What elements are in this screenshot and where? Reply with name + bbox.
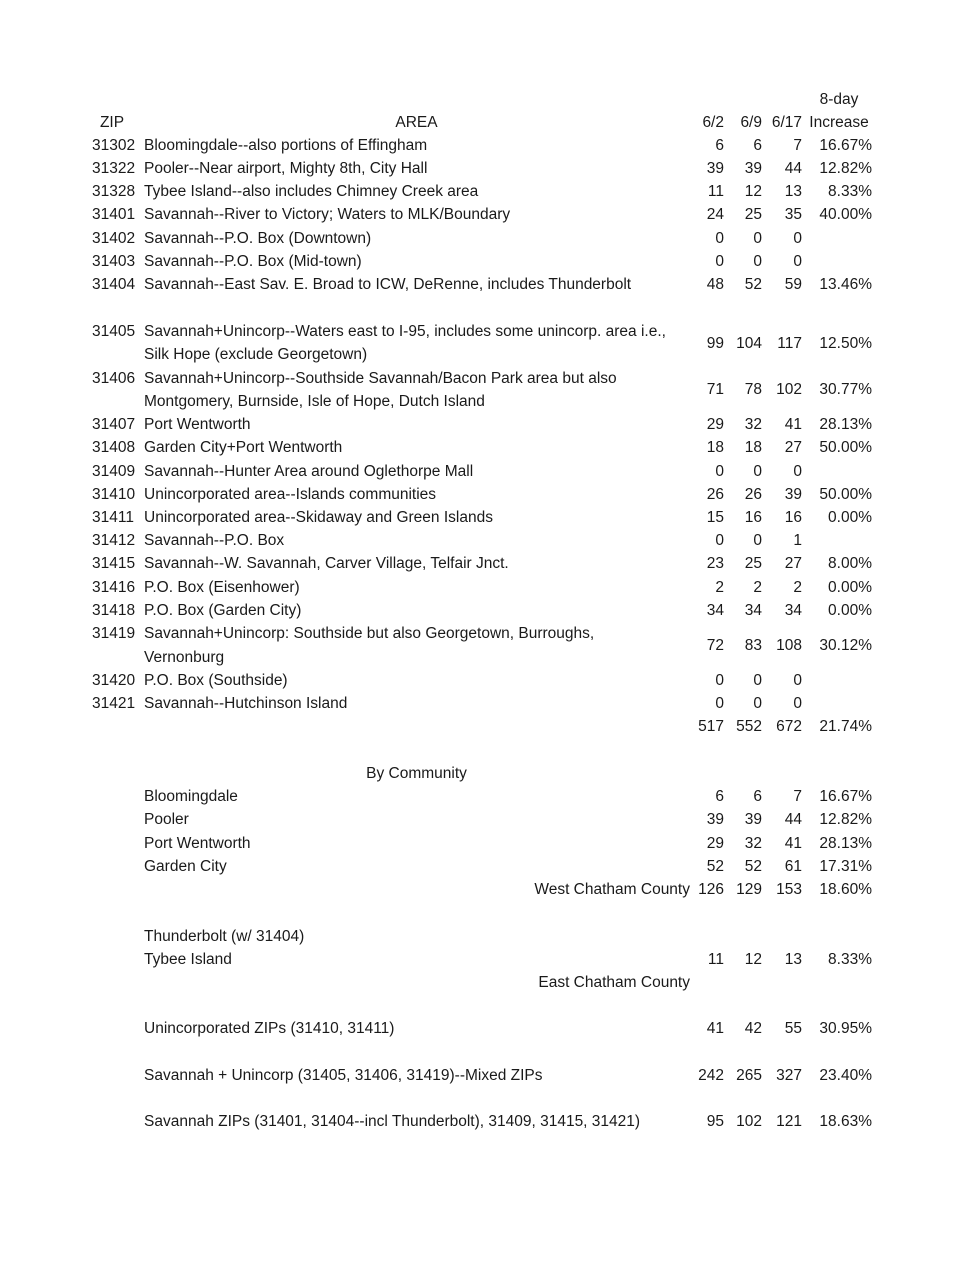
value-6-9: 2 — [753, 579, 762, 596]
area-text: Savannah--Hutchinson Island — [144, 695, 348, 712]
value-increase: 16.67% — [819, 788, 872, 805]
value-6-9: 78 — [744, 381, 762, 398]
community-name: Savannah + Unincorp (31405, 31406, 31419)--Mixed ZIPs — [144, 1067, 543, 1084]
value-6-2: 0 — [715, 695, 724, 712]
value-6-2: 48 — [706, 276, 724, 293]
zip-code: 31416 — [92, 579, 136, 596]
value-6-17: 13 — [784, 951, 802, 968]
zip-code: 31409 — [92, 463, 136, 480]
value-6-17: 1 — [793, 532, 802, 549]
community-name: Tybee Island — [144, 951, 232, 968]
value-6-17: 44 — [784, 160, 802, 177]
area-text: Tybee Island--also includes Chimney Creek area — [144, 183, 479, 200]
value-6-2: 29 — [706, 835, 724, 852]
value-6-17: 27 — [784, 555, 802, 572]
area-text: Savannah--P.O. Box — [144, 532, 285, 549]
area-text: Savannah--Hunter Area around Oglethorpe Mall — [144, 463, 474, 480]
value-increase: 0.00% — [828, 579, 872, 596]
total-6-9: 552 — [736, 718, 762, 735]
value-increase: 0.00% — [828, 602, 872, 619]
value-6-2: 71 — [706, 381, 724, 398]
value-6-2: 0 — [715, 532, 724, 549]
header-col3: 6/17 — [771, 114, 802, 131]
value-increase: 13.46% — [819, 276, 872, 293]
value-6-2: 0 — [715, 463, 724, 480]
value-increase: 12.82% — [819, 160, 872, 177]
value-6-9: 0 — [753, 230, 762, 247]
zip-code: 31402 — [92, 230, 136, 247]
area-text: Pooler--Near airport, Mighty 8th, City Hall — [144, 160, 428, 177]
zip-code: 31410 — [92, 486, 136, 503]
total-6-2: 517 — [698, 718, 724, 735]
zip-code: 31407 — [92, 416, 136, 433]
total-increase: 21.74% — [819, 718, 872, 735]
value-increase: 30.95% — [819, 1020, 872, 1037]
area-text: P.O. Box (Southside) — [144, 672, 288, 689]
value-6-9: 265 — [736, 1067, 762, 1084]
value-6-17: 59 — [784, 276, 802, 293]
value-6-9: 26 — [744, 486, 762, 503]
zip-code: 31421 — [92, 695, 136, 712]
value-6-17: 13 — [784, 183, 802, 200]
area-text-line2: Vernonburg — [144, 649, 225, 666]
zip-code: 31418 — [92, 602, 136, 619]
value-increase: 23.40% — [819, 1067, 872, 1084]
value-6-9: 18 — [744, 439, 762, 456]
value-6-17: 44 — [784, 811, 802, 828]
value-increase: 0.00% — [828, 509, 872, 526]
value-6-9: 39 — [744, 811, 762, 828]
value-6-9: 104 — [736, 335, 762, 352]
value-6-2: 15 — [706, 509, 724, 526]
area-text-line2: Montgomery, Burnside, Isle of Hope, Dutch Island — [144, 393, 485, 410]
value-6-9: 25 — [744, 555, 762, 572]
thunderbolt-label: Thunderbolt (w/ 31404) — [144, 928, 305, 945]
value-6-9: 102 — [736, 1113, 762, 1130]
value-6-17: 0 — [793, 672, 802, 689]
value-6-17: 41 — [784, 835, 802, 852]
value-increase: 30.12% — [819, 637, 872, 654]
value-increase: 18.63% — [819, 1113, 872, 1130]
value-6-2: 72 — [706, 637, 724, 654]
area-text: Savannah--East Sav. E. Broad to ICW, DeRenne, includes Thunderbolt — [144, 276, 632, 293]
area-text: Savannah--P.O. Box (Downtown) — [144, 230, 372, 247]
header-increase: Increase — [809, 114, 869, 131]
value-6-9: 42 — [744, 1020, 762, 1037]
total-6-17: 672 — [776, 718, 802, 735]
area-text: Port Wentworth — [144, 416, 251, 433]
zip-code: 31328 — [92, 183, 136, 200]
value-6-2: 0 — [715, 230, 724, 247]
value-6-2: 11 — [707, 951, 724, 968]
value-6-2: 99 — [706, 335, 724, 352]
value-6-2: 18 — [706, 439, 724, 456]
value-6-2: 0 — [715, 672, 724, 689]
value-6-9: 0 — [753, 672, 762, 689]
value-6-9: 0 — [753, 532, 762, 549]
west-chatham-label: West Chatham County — [534, 881, 690, 898]
value-6-2: 6 — [715, 788, 724, 805]
value-6-2: 6 — [715, 137, 724, 154]
zip-code: 31419 — [92, 625, 136, 642]
east-chatham-label: East Chatham County — [538, 974, 690, 991]
value-increase: 8.33% — [828, 951, 872, 968]
value-6-17: 41 — [784, 416, 802, 433]
value-increase: 50.00% — [819, 486, 872, 503]
zip-code: 31406 — [92, 370, 136, 387]
value-6-2: 24 — [706, 206, 724, 223]
value-6-2: 126 — [698, 881, 724, 898]
value-6-2: 95 — [706, 1113, 724, 1130]
value-6-9: 39 — [744, 160, 762, 177]
value-increase: 50.00% — [819, 439, 872, 456]
value-6-17: 34 — [784, 602, 802, 619]
area-text-line1: Savannah+Unincorp: Southside but also Georgetown, Burroughs, — [144, 625, 595, 642]
value-6-2: 242 — [698, 1067, 724, 1084]
value-increase: 28.13% — [819, 835, 872, 852]
zip-code: 31401 — [92, 206, 136, 223]
zip-code: 31322 — [92, 160, 136, 177]
value-6-2: 34 — [706, 602, 724, 619]
community-name: Unincorporated ZIPs (31410, 31411) — [144, 1020, 395, 1037]
value-6-17: 121 — [776, 1113, 802, 1130]
value-6-17: 153 — [776, 881, 802, 898]
value-6-2: 52 — [706, 858, 724, 875]
value-6-9: 25 — [744, 206, 762, 223]
value-6-17: 7 — [793, 137, 802, 154]
by-community-heading: By Community — [366, 765, 467, 782]
zip-code: 31302 — [92, 137, 136, 154]
value-6-17: 2 — [793, 579, 802, 596]
value-6-17: 27 — [784, 439, 802, 456]
value-increase: 18.60% — [819, 881, 872, 898]
value-6-17: 0 — [793, 230, 802, 247]
header-col1: 6/2 — [702, 114, 724, 131]
area-text: P.O. Box (Eisenhower) — [144, 579, 300, 596]
area-text: Bloomingdale--also portions of Effingham — [144, 137, 428, 154]
value-increase: 28.13% — [819, 416, 872, 433]
value-increase: 40.00% — [819, 206, 872, 223]
value-6-9: 0 — [753, 463, 762, 480]
value-6-17: 35 — [784, 206, 802, 223]
value-6-9: 12 — [744, 183, 762, 200]
value-6-9: 6 — [753, 137, 762, 154]
community-name: Bloomingdale — [144, 788, 238, 805]
value-6-17: 61 — [784, 858, 802, 875]
value-6-2: 0 — [715, 253, 724, 270]
zip-code: 31412 — [92, 532, 136, 549]
value-6-17: 117 — [777, 335, 802, 352]
value-6-9: 83 — [744, 637, 762, 654]
value-6-9: 12 — [744, 951, 762, 968]
header-zip: ZIP — [99, 114, 125, 131]
area-text-line1: Savannah+Unincorp--Southside Savannah/Bacon Park area but also — [144, 370, 617, 387]
value-6-9: 32 — [744, 835, 762, 852]
zip-code: 31411 — [92, 509, 134, 526]
header-area: AREA — [395, 114, 438, 131]
value-increase: 16.67% — [819, 137, 872, 154]
area-text-line1: Savannah+Unincorp--Waters east to I-95, includes some unincorp. area i.e., — [144, 323, 666, 340]
value-increase: 30.77% — [819, 381, 872, 398]
value-6-9: 16 — [744, 509, 762, 526]
value-6-9: 34 — [744, 602, 762, 619]
value-6-17: 0 — [793, 253, 802, 270]
value-6-17: 327 — [776, 1067, 802, 1084]
value-6-17: 0 — [793, 695, 802, 712]
value-6-2: 2 — [715, 579, 724, 596]
value-6-17: 0 — [793, 463, 802, 480]
zip-code: 31408 — [92, 439, 136, 456]
zip-code: 31420 — [92, 672, 136, 689]
value-6-9: 129 — [736, 881, 762, 898]
area-text: Savannah--W. Savannah, Carver Village, Telfair Jnct. — [144, 555, 509, 572]
area-text: Unincorporated area--Skidaway and Green Islands — [144, 509, 493, 526]
value-6-2: 39 — [706, 811, 724, 828]
area-text: Savannah--P.O. Box (Mid-town) — [144, 253, 362, 270]
value-6-17: 102 — [776, 381, 802, 398]
value-6-17: 55 — [784, 1020, 802, 1037]
value-6-9: 52 — [744, 858, 762, 875]
value-increase: 12.50% — [819, 335, 872, 352]
value-6-9: 0 — [753, 695, 762, 712]
area-text: Garden City+Port Wentworth — [144, 439, 343, 456]
value-increase: 8.33% — [828, 183, 872, 200]
value-6-2: 26 — [706, 486, 724, 503]
value-increase: 12.82% — [819, 811, 872, 828]
value-6-9: 6 — [753, 788, 762, 805]
value-6-9: 32 — [744, 416, 762, 433]
value-6-17: 39 — [784, 486, 802, 503]
area-text-line2: Silk Hope (exclude Georgetown) — [144, 346, 368, 363]
zip-code: 31403 — [92, 253, 136, 270]
header-col2: 6/9 — [740, 114, 762, 131]
value-6-2: 41 — [706, 1020, 724, 1037]
value-increase: 8.00% — [828, 555, 872, 572]
value-6-2: 39 — [706, 160, 724, 177]
community-name: Pooler — [144, 811, 189, 828]
value-6-2: 11 — [707, 183, 724, 200]
zip-code: 31415 — [92, 555, 136, 572]
value-6-9: 52 — [744, 276, 762, 293]
value-6-17: 16 — [784, 509, 802, 526]
value-increase: 17.31% — [819, 858, 872, 875]
area-text: Savannah--River to Victory; Waters to MLK/Boundary — [144, 206, 511, 223]
community-name: Port Wentworth — [144, 835, 251, 852]
value-6-9: 0 — [753, 253, 762, 270]
community-name: Savannah ZIPs (31401, 31404--incl Thunderbolt), 31409, 31415, 31421) — [144, 1113, 641, 1130]
value-6-17: 7 — [793, 788, 802, 805]
header-8day: 8-day — [819, 91, 859, 108]
area-text: Unincorporated area--Islands communities — [144, 486, 437, 503]
zip-code: 31405 — [92, 323, 136, 340]
area-text: P.O. Box (Garden City) — [144, 602, 302, 619]
zip-code: 31404 — [92, 276, 136, 293]
value-6-2: 23 — [706, 555, 724, 572]
value-6-17: 108 — [776, 637, 802, 654]
value-6-2: 29 — [706, 416, 724, 433]
community-name: Garden City — [144, 858, 227, 875]
